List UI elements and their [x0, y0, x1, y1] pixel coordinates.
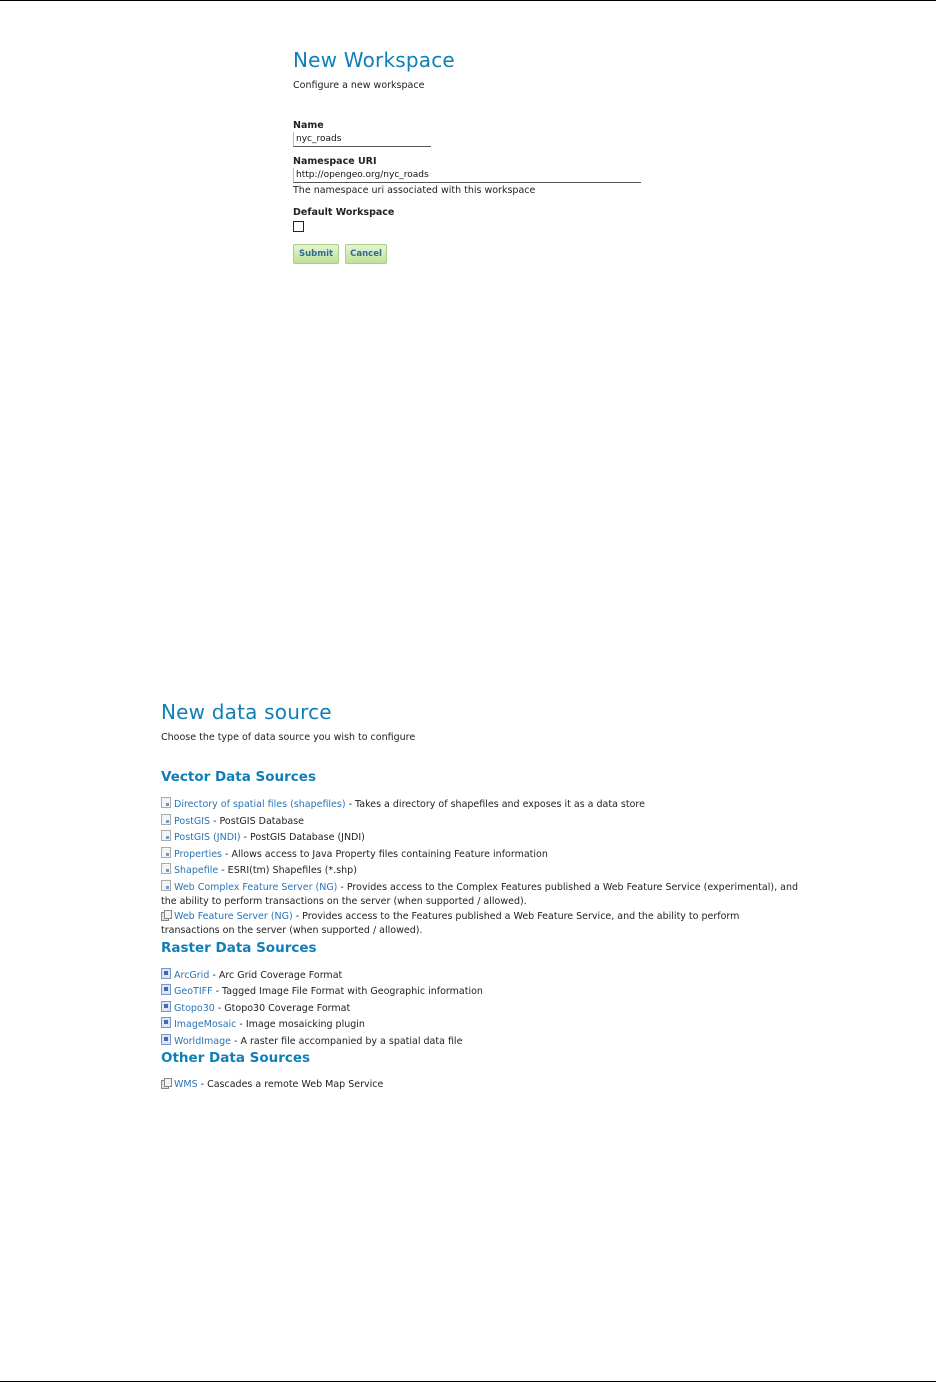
- vector-store-icon: [161, 880, 171, 891]
- data-source-item: [161, 830, 801, 845]
- data-source-item: [161, 863, 801, 878]
- data-source-link[interactable]: Properties: [174, 848, 223, 860]
- cancel-button[interactable]: Cancel: [345, 244, 387, 264]
- data-source-link[interactable]: PostGIS: [174, 815, 211, 827]
- data-source-description: - Tagged Image File Format with Geographic information: [212, 986, 483, 997]
- vector-store-icon: [161, 814, 171, 825]
- data-source-description: - PostGIS Database: [210, 815, 304, 827]
- data-source-item: [161, 814, 801, 829]
- new-workspace-panel: [293, 48, 693, 218]
- namespace-label: Namespace URI: [293, 156, 377, 167]
- namespace-field-group: [293, 156, 641, 196]
- page-title: New Workspace: [293, 48, 455, 72]
- raster-store-icon: [161, 968, 171, 979]
- default-workspace-checkbox[interactable]: [293, 221, 304, 232]
- vector-store-icon: [161, 847, 171, 858]
- raster-store-icon: [161, 1001, 171, 1012]
- datasource-title: New data source: [161, 700, 332, 724]
- data-source-item: [161, 984, 801, 999]
- data-source-link[interactable]: Web Feature Server (NG): [174, 911, 293, 922]
- submit-button[interactable]: Submit: [293, 244, 339, 264]
- data-source-description: - Arc Grid Coverage Format: [209, 969, 343, 981]
- data-source-description: - Image mosaicking plugin: [236, 1019, 365, 1030]
- data-source-description: - Cascades a remote Web Map Service: [197, 1079, 384, 1090]
- data-source-description: - Provides access to the Features published a Web Feature Service, and the ability to perform transactions on the server (when supported / allowed).: [161, 911, 740, 936]
- data-source-description: - Gtopo30 Coverage Format: [214, 1002, 351, 1014]
- data-source-link[interactable]: PostGIS (JNDI): [174, 832, 241, 843]
- default-workspace-label: Default Workspace: [293, 207, 395, 218]
- data-source-item: [161, 968, 801, 983]
- namespace-hint: The namespace uri associated with this workspace: [293, 185, 536, 196]
- data-source-link[interactable]: Shapefile: [174, 865, 219, 876]
- data-source-link[interactable]: WorldImage: [174, 1035, 231, 1047]
- data-source-link[interactable]: Gtopo30: [174, 1002, 215, 1014]
- vector-store-icon: [161, 863, 171, 874]
- data-source-item: [161, 1078, 801, 1092]
- data-source-item: [161, 1017, 801, 1032]
- new-data-source-panel: [161, 700, 801, 1094]
- data-source-description: - A raster file accompanied by a spatial data file: [230, 1035, 463, 1047]
- data-source-description: - PostGIS Database (JNDI): [240, 832, 365, 843]
- name-label: Name: [293, 120, 324, 131]
- top-rule: [0, 0, 936, 1]
- raster-store-icon: [161, 1017, 171, 1028]
- raster-store-icon: [161, 984, 171, 995]
- namespace-input[interactable]: [293, 168, 641, 183]
- data-source-description: - Takes a directory of shapefiles and exposes it as a data store: [345, 799, 645, 810]
- data-source-item: [161, 1034, 801, 1049]
- data-source-description: - Provides access to the Complex Features published a Web Feature Service (experimental), and the ability to perform transactions on the server (when supported / allowed).: [161, 881, 799, 907]
- default-workspace-group: [293, 207, 394, 232]
- vector-sources-list: [161, 797, 801, 938]
- data-source-item: [161, 910, 801, 938]
- server-store-icon: [161, 1078, 171, 1088]
- raster-sources-list: [161, 968, 801, 1049]
- data-source-item: [161, 880, 801, 909]
- data-source-link[interactable]: WMS: [174, 1079, 198, 1090]
- data-source-item: [161, 797, 801, 812]
- name-field-group: [293, 120, 431, 147]
- name-input[interactable]: [293, 132, 431, 147]
- raster-store-icon: [161, 1034, 171, 1045]
- data-source-link[interactable]: ImageMosaic: [174, 1019, 237, 1030]
- data-source-link[interactable]: ArcGrid: [174, 969, 210, 981]
- data-source-item: [161, 847, 801, 862]
- data-source-link[interactable]: Web Complex Feature Server (NG): [174, 881, 338, 893]
- vector-sources-heading: Vector Data Sources: [161, 769, 316, 785]
- server-store-icon: [161, 910, 171, 920]
- other-sources-list: [161, 1078, 801, 1092]
- data-source-description: - ESRI(tm) Shapefiles (*.shp): [218, 865, 357, 876]
- datasource-description: Choose the type of data source you wish to configure: [161, 732, 416, 743]
- data-source-description: - Allows access to Java Property files containing Feature information: [222, 848, 548, 860]
- vector-store-icon: [161, 830, 171, 841]
- data-source-item: [161, 1001, 801, 1016]
- data-source-link[interactable]: Directory of spatial files (shapefiles): [174, 799, 346, 810]
- page-description: Configure a new workspace: [293, 80, 425, 91]
- vector-store-icon: [161, 797, 171, 808]
- other-sources-heading: Other Data Sources: [161, 1050, 311, 1066]
- data-source-link[interactable]: GeoTIFF: [174, 986, 213, 997]
- raster-sources-heading: Raster Data Sources: [161, 939, 317, 956]
